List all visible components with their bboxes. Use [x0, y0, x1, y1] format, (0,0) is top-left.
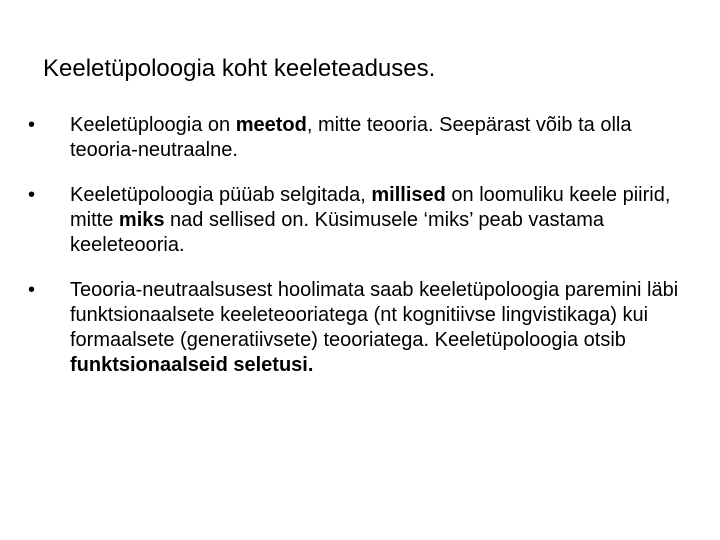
bullet-text [70, 279, 678, 376]
bullet-text [70, 184, 670, 256]
bold-term-meetod: meetod [235, 114, 307, 136]
text-run: on loomuliku keele piirid, mitte [70, 184, 671, 231]
bullet-text [70, 114, 631, 161]
slide-title: Keeletüpoloogia koht keeleteaduses. [43, 55, 436, 82]
bold-term-millised: millised [371, 184, 446, 206]
text-run: nad sellised on. Küsimusele ‘miks’ peab vastama keeleteooria. [70, 209, 604, 256]
bullet-item-meetod [28, 113, 700, 163]
bold-term-miks: miks [118, 209, 165, 231]
bullet-icon: • [28, 114, 36, 136]
text-run: Teooria-neutraalsusest hoolimata saab keeletüpoloogia paremini läbi funktsionaalsete keeleteooriatega (nt kognitiivse lingvistikaga) kui formaalsete (generatiivsete) teooriatega. Keeletüpoloogia otsib [70, 279, 679, 351]
bullet-icon: • [28, 279, 36, 301]
text-run: , mitte teooria. Seepärast võib ta olla teooria-neutraalne. [70, 114, 632, 161]
text-run: Keeletüpoloogia püüab selgitada, [70, 184, 372, 206]
bullet-item-seletused [28, 278, 700, 378]
bold-term-funktsionaalseid-seletusi: funktsionaalseid seletusi. [70, 354, 314, 376]
bullet-list [28, 113, 700, 398]
bullet-icon: • [28, 184, 36, 206]
bullet-item-piirid [28, 183, 700, 258]
text-run: Keeletüploogia on [70, 114, 236, 136]
